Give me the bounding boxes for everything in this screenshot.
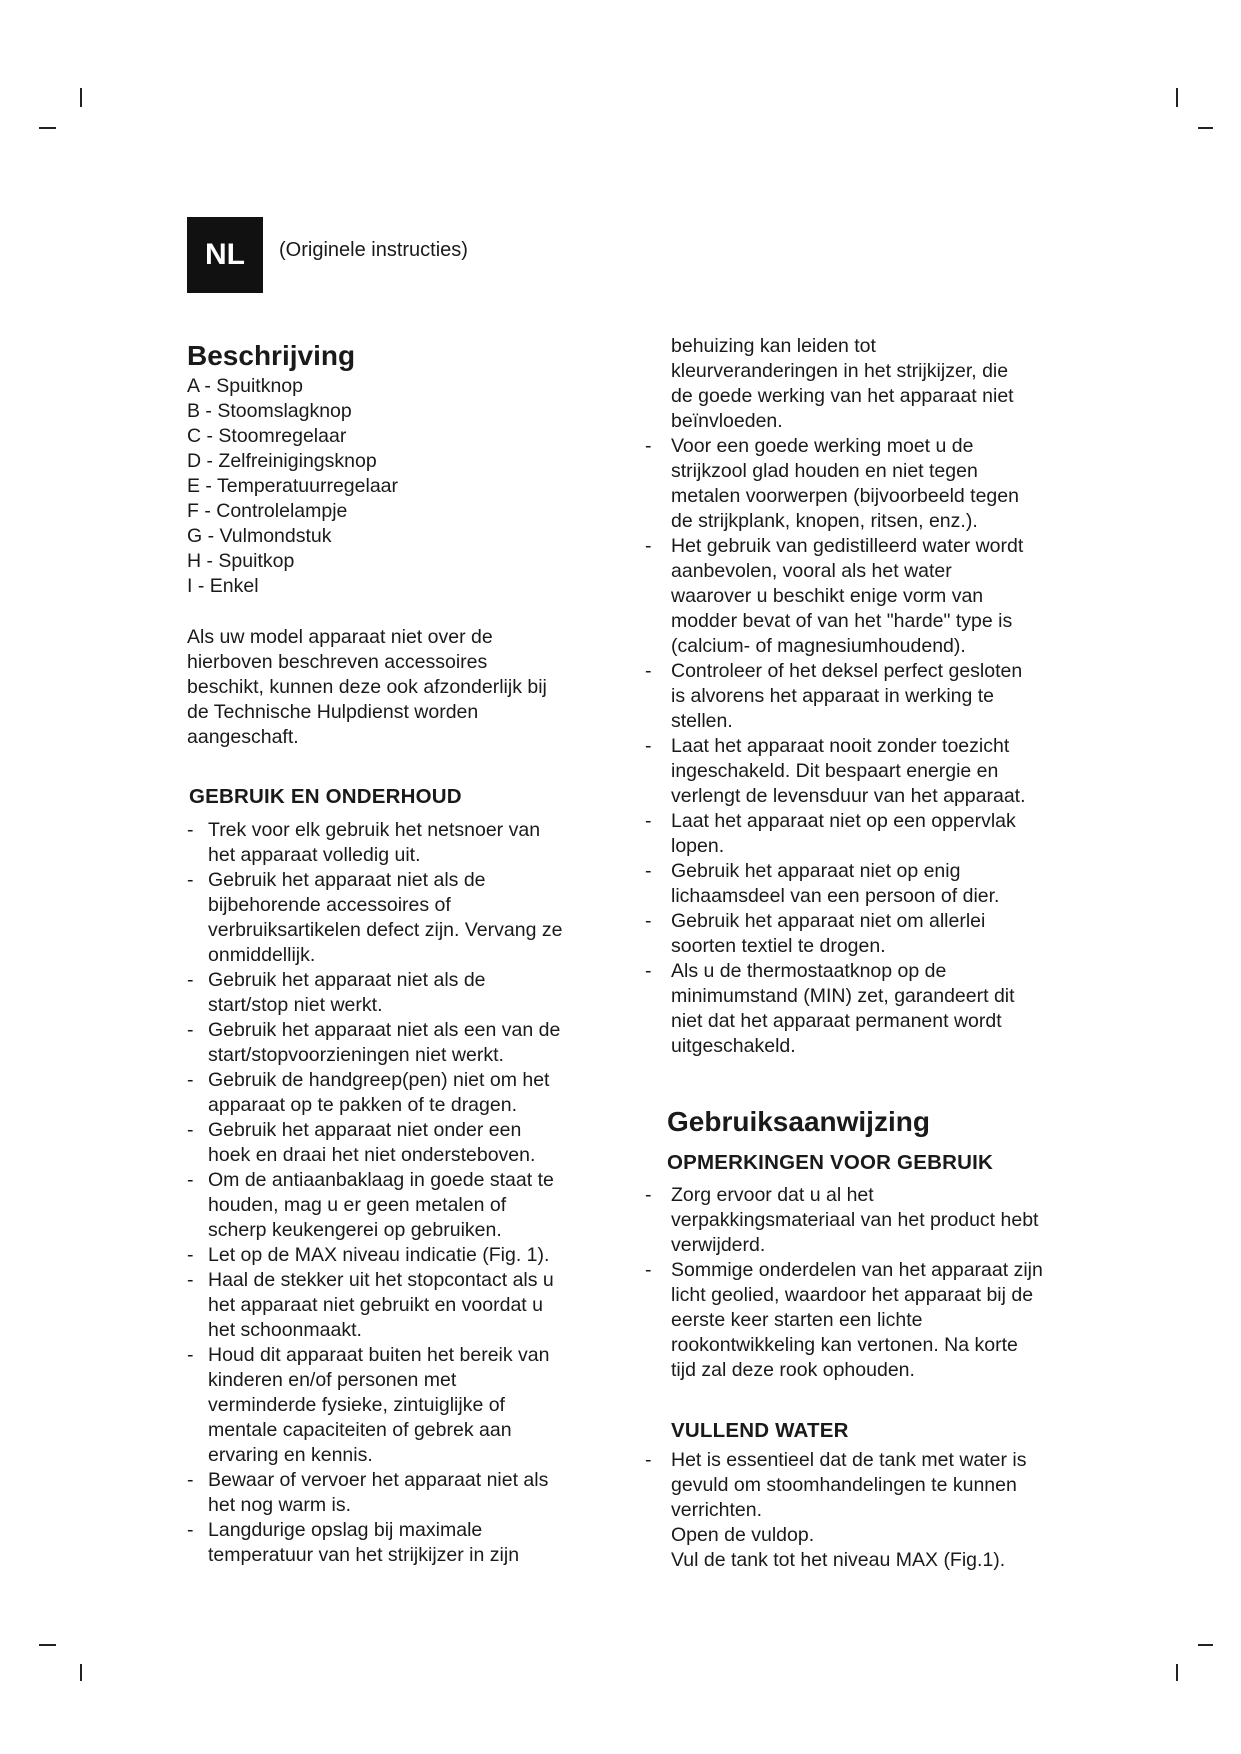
dash-bullet: - [187, 1119, 194, 1141]
crop-mark [1176, 88, 1178, 107]
list-item [187, 868, 627, 968]
list-item [645, 959, 1115, 1059]
list-item [645, 734, 1115, 809]
dash-bullet: - [645, 1184, 652, 1206]
list-item [187, 1343, 627, 1468]
list-item-text: Gebruik de handgreep(pen) niet om het apparaat op te pakken of te dragen. [208, 1069, 550, 1116]
language-badge: NL [187, 217, 263, 293]
list-item-text: Voor een goede werking moet u de strijkzool glad houden en niet tegen metalen voorwerpen (bijvoorbeeld tegen de strijkplank, knopen, ritsen, enz.). [671, 435, 1019, 532]
list-item-text: Trek voor elk gebruik het netsnoer van het apparaat volledig uit. [208, 819, 541, 866]
list-item-text: Gebruik het apparaat niet als de start/stop niet werkt. [208, 969, 486, 1016]
list-item [187, 968, 627, 1018]
dash-bullet: - [187, 1344, 194, 1366]
dash-bullet: - [187, 1019, 194, 1041]
list-item [187, 1168, 627, 1243]
continuation-text: behuizing kan leiden tot kleurveranderingen in het strijkijzer, die de goede werking van het apparaat niet beïnvloeden. [671, 335, 1014, 432]
crop-mark [39, 127, 56, 129]
dash-bullet: - [187, 1469, 194, 1491]
use-list [187, 818, 627, 1568]
water-list [645, 1448, 1115, 1573]
crop-mark [1198, 127, 1213, 129]
safety-list [645, 434, 1115, 1059]
list-item-text: Gebruik het apparaat niet als de bijbehorende accessoires of verbruiksartikelen defect zijn. Vervang ze onmiddellijk. [208, 869, 563, 966]
dash-bullet: - [187, 869, 194, 891]
dash-bullet: - [645, 860, 652, 882]
dash-bullet: - [187, 819, 194, 841]
list-item-text: Laat het apparaat niet op een oppervlak lopen. [671, 810, 1016, 857]
list-item [645, 659, 1115, 734]
crop-mark [1176, 1664, 1178, 1681]
dash-bullet: - [645, 810, 652, 832]
list-item [645, 859, 1115, 909]
water-title: VULLEND WATER [671, 1419, 849, 1442]
list-item [645, 434, 1115, 534]
list-item-text: Het gebruik van gedistilleerd water wordt aanbevolen, vooral als het water waarover u beschikt enige vorm van modder bevat of van het "harde" type is (calcium- of magnesiumhoudend). [671, 535, 1024, 657]
list-item-text: Langdurige opslag bij maximale temperatuur van het strijkijzer in zijn [208, 1519, 520, 1566]
crop-mark [80, 1664, 82, 1681]
list-item [187, 1468, 627, 1518]
list-item-text: Controleer of het deksel perfect gesloten is alvorens het apparaat in werking te stellen. [671, 660, 1023, 732]
list-item [187, 1068, 627, 1118]
list-item [187, 1518, 627, 1568]
dash-bullet: - [645, 910, 652, 932]
instructions-title: Gebruiksaanwijzing [667, 1106, 930, 1137]
list-item-text: Gebruik het apparaat niet op enig lichaamsdeel van een persoon of dier. [671, 860, 1000, 907]
dash-bullet: - [187, 1244, 194, 1266]
list-item [645, 534, 1115, 659]
crop-mark [80, 88, 82, 107]
list-item [645, 1183, 1115, 1258]
list-item [187, 1243, 627, 1268]
use-title: GEBRUIK EN ONDERHOUD [189, 785, 462, 808]
list-item [645, 809, 1115, 859]
dash-bullet: - [645, 1259, 652, 1281]
list-item-text: Zorg ervoor dat u al het verpakkingsmateriaal van het product hebt verwijderd. [671, 1184, 1039, 1256]
subtitle: (Originele instructies) [279, 239, 468, 261]
dash-bullet: - [187, 1269, 194, 1291]
list-item-text: Als u de thermostaatknop op de minimumstand (MIN) zet, garandeert dit niet dat het apparaat permanent wordt uitgeschakeld. [671, 960, 1015, 1057]
notes-list [645, 1183, 1115, 1383]
dash-bullet: - [645, 735, 652, 757]
list-item-text: Let op de MAX niveau indicatie (Fig. 1). [208, 1244, 550, 1266]
list-item [645, 1448, 1115, 1573]
dash-bullet: - [645, 535, 652, 557]
list-item [187, 1268, 627, 1343]
list-item-text: Sommige onderdelen van het apparaat zijn licht geolied, waardoor het apparaat bij de eerste keer starten een lichte rookontwikkeling kan vertonen. Na korte tijd zal deze rook ophouden. [671, 1259, 1043, 1381]
list-item-text: Gebruik het apparaat niet als een van de start/stopvoorzieningen niet werkt. [208, 1019, 561, 1066]
dash-bullet: - [187, 1169, 194, 1191]
dash-bullet: - [645, 1449, 652, 1471]
list-item-text: Gebruik het apparaat niet onder een hoek en draai het niet ondersteboven. [208, 1119, 536, 1166]
list-item-text: Gebruik het apparaat niet om allerlei soorten textiel te drogen. [671, 910, 986, 957]
list-item [645, 909, 1115, 959]
notes-title: OPMERKINGEN VOOR GEBRUIK [667, 1151, 993, 1174]
list-item-text: Haal de stekker uit het stopcontact als u het apparaat niet gebruikt en voordat u het schoonmaakt. [208, 1269, 554, 1341]
crop-mark [1198, 1644, 1213, 1646]
dash-bullet: - [645, 960, 652, 982]
parts-list: A - Spuitknop B - Stoomslagknop C - Stoomregelaar D - Zelfreinigingsknop E - Temperatuurregelaar F - Controlelampje G - Vulmondstuk H - Spuitkop I - Enkel [187, 375, 398, 597]
list-item [645, 1258, 1115, 1383]
list-item-text: Laat het apparaat nooit zonder toezicht ingeschakeld. Dit bespaart energie en verlengt de levensduur van het apparaat. [671, 735, 1026, 807]
accessories-note: Als uw model apparaat niet over de hierboven beschreven accessoires beschikt, kunnen deze ook afzonderlijk bij de Technische Hulpdienst worden aangeschaft. [187, 626, 547, 748]
list-item [187, 818, 627, 868]
dash-bullet: - [187, 969, 194, 991]
list-item-text: Om de antiaanbaklaag in goede staat te houden, mag u er geen metalen of scherp keukengerei op gebruiken. [208, 1169, 554, 1241]
list-item [187, 1118, 627, 1168]
crop-mark [39, 1644, 56, 1646]
list-item-text: Het is essentieel dat de tank met water is gevuld om stoomhandelingen te kunnen verrichten. Open de vuldop. Vul de tank tot het niveau MAX (Fig.1). [671, 1449, 1027, 1571]
dash-bullet: - [187, 1069, 194, 1091]
dash-bullet: - [645, 435, 652, 457]
list-item-text: Houd dit apparaat buiten het bereik van kinderen en/of personen met verminderde fysieke, zintuiglijke of mentale capaciteiten of gebrek aan ervaring en kennis. [208, 1344, 550, 1466]
list-item [187, 1018, 627, 1068]
dash-bullet: - [645, 660, 652, 682]
dash-bullet: - [187, 1519, 194, 1541]
list-item-text: Bewaar of vervoer het apparaat niet als het nog warm is. [208, 1469, 549, 1516]
description-title: Beschrijving [187, 340, 356, 371]
